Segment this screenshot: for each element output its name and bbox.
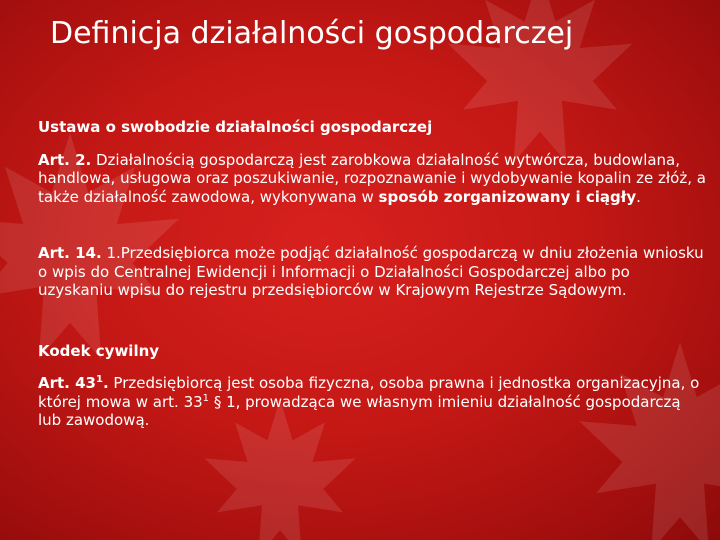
article-2-end: . — [636, 187, 641, 206]
article-14 — [38, 244, 708, 300]
article-43-label-sup: 1 — [95, 374, 103, 385]
article-2-emphasis: sposób zorganizowany i ciągły — [378, 187, 637, 206]
article-43-label-end: . — [102, 374, 109, 392]
slide-title: Definicja działalności gospodarczej — [50, 16, 574, 51]
spacer — [38, 300, 708, 342]
section-heading-ustawa: Ustawa o swobodzie działalności gospodarczej — [38, 118, 433, 136]
article-43-text-before: Przedsiębiorcą jest osoba fizyczna, osoba prawna i jednostka organizacyjna, o której mowa w art. 33 — [38, 374, 700, 411]
article-2 — [38, 151, 708, 207]
article-2-text: Działalnością gospodarczą jest zarobkowa działalność wytwórcza, budowlana, handlowa, usługowa oraz poszukiwanie, rozpoznawanie i wydobywanie kopalin ze złóż, a także działalność zawodowa, wykonywana w — [38, 150, 706, 206]
article-43-1 — [38, 374, 708, 430]
article-43-label — [38, 374, 109, 392]
slide-content — [38, 118, 708, 430]
spacer — [38, 206, 708, 244]
section-heading-kodeks: Kodek cywilny — [38, 341, 160, 360]
article-2-label: Art. 2. — [38, 150, 92, 169]
article-43-label-main: Art. 43 — [38, 374, 96, 392]
article-43-text-after: § 1, prowadząca we własnym imieniu działalność gospodarczą lub zawodową. — [38, 392, 681, 429]
article-43-text-sup: 1 — [202, 392, 210, 404]
article-14-text: 1.Przedsiębiorca może podjąć działalność gospodarczą w dniu złożenia wniosku o wpis do Centralnej Ewidencji i Informacji o Działalności Gospodarczej albo po uzyskaniu wpisu do rejestru przedsiębiorców w Krajowym Rejestrze Sądowym. — [38, 244, 704, 299]
article-14-label: Art. 14. — [38, 244, 102, 262]
